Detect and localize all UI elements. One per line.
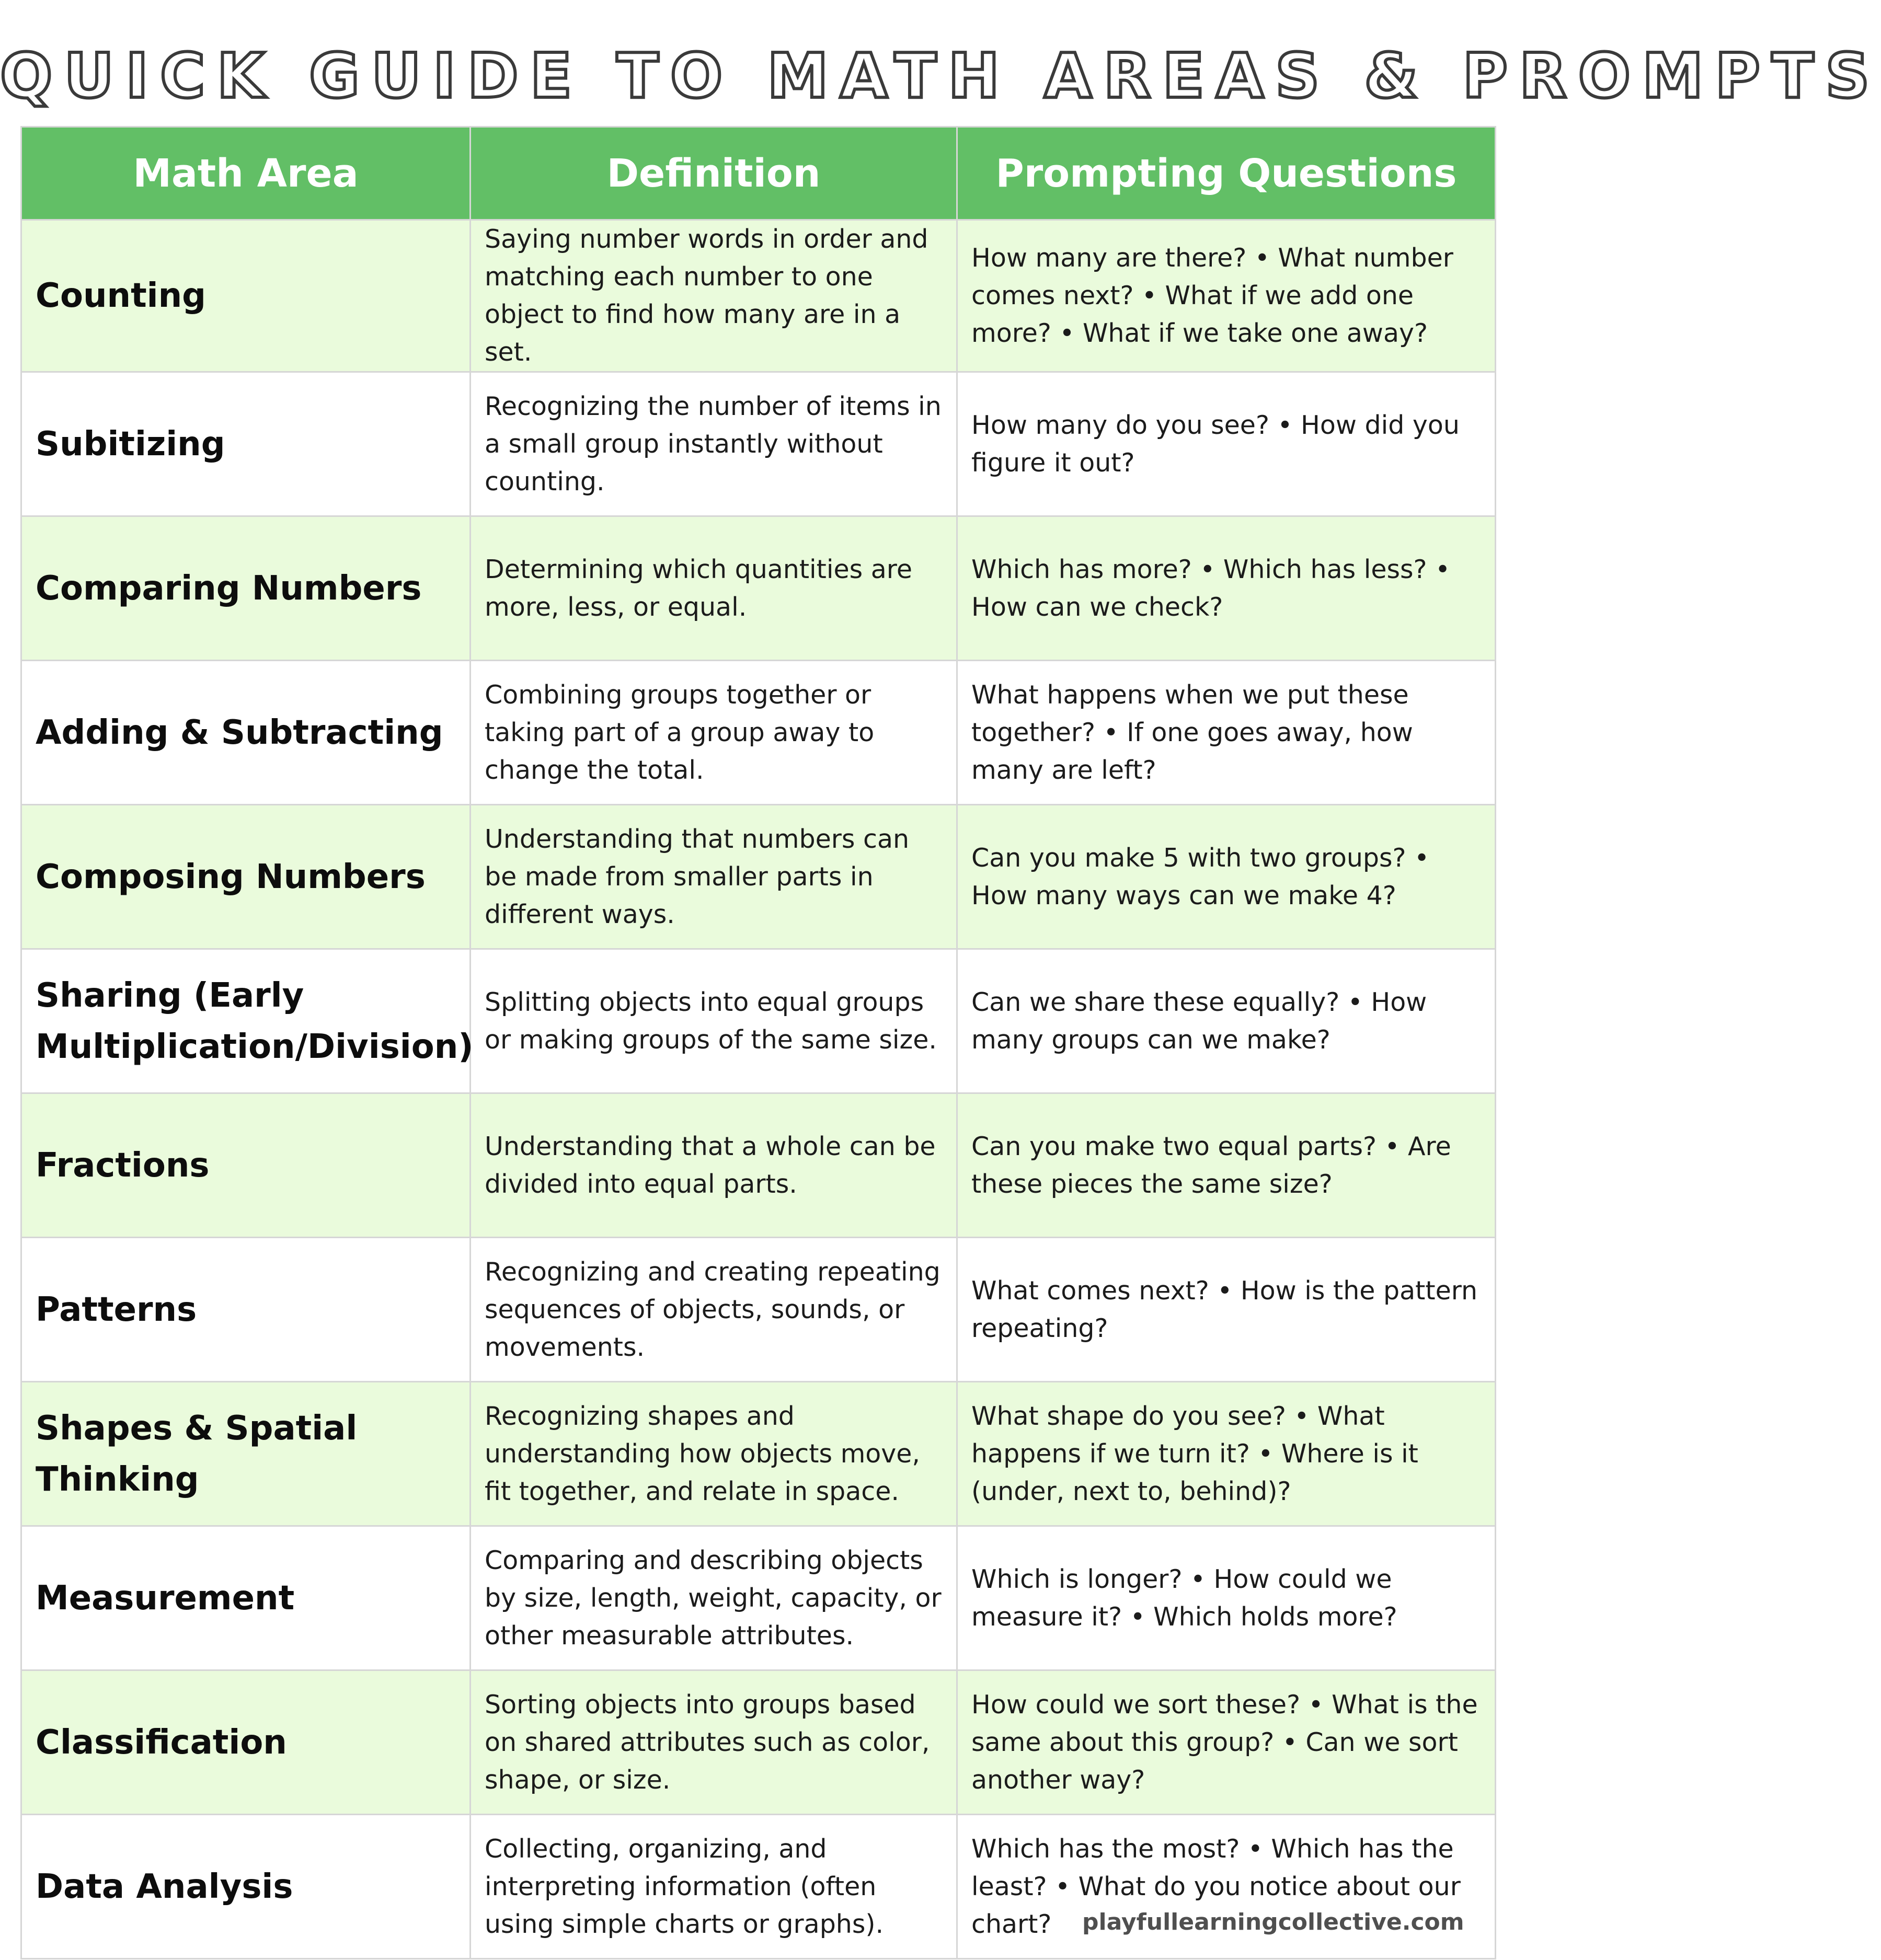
math-area-cell: Adding & Subtracting [21, 661, 471, 805]
definition-cell: Comparing and describing objects by size, length, weight, capacity, or other measurable attributes. [471, 1526, 957, 1670]
prompts-cell: Can we share these equally? • How many groups can we make? [957, 949, 1496, 1093]
table-row [21, 1093, 1496, 1238]
table-row [21, 1382, 1496, 1526]
math-area-cell: Measurement [21, 1526, 471, 1670]
prompts-cell: Can you make two equal parts? • Are these pieces the same size? [957, 1093, 1496, 1238]
table-header [21, 127, 1496, 220]
table-row [21, 805, 1496, 949]
table-row [21, 1526, 1496, 1670]
prompts-cell: How many do you see? • How did you figure it out? [957, 372, 1496, 516]
definition-cell: Saying number words in order and matching each number to one object to find how many are in a set. [471, 220, 957, 372]
table-row [21, 661, 1496, 805]
prompts-cell: What shape do you see? • What happens if we turn it? • Where is it (under, next to, behind)? [957, 1382, 1496, 1526]
table-row [21, 949, 1496, 1093]
prompts-cell: Which is longer? • How could we measure it? • Which holds more? [957, 1526, 1496, 1670]
definition-cell: Recognizing the number of items in a small group instantly without counting. [471, 372, 957, 516]
prompts-cell: What happens when we put these together? • If one goes away, how many are left? [957, 661, 1496, 805]
math-area-cell: Sharing (Early Multiplication/Division) [21, 949, 471, 1093]
definition-cell: Recognizing shapes and understanding how objects move, fit together, and relate in space. [471, 1382, 957, 1526]
table-row [21, 1815, 1496, 1959]
header-prompting-questions: Prompting Questions [957, 127, 1496, 220]
website-footer: playfullearningcollective.com [1082, 1909, 1464, 1935]
prompts-cell: How could we sort these? • What is the same about this group? • Can we sort another way? [957, 1670, 1496, 1815]
table-row [21, 1238, 1496, 1382]
math-area-cell: Composing Numbers [21, 805, 471, 949]
definition-cell: Determining which quantities are more, less, or equal. [471, 516, 957, 661]
prompts-cell: What comes next? • How is the pattern repeating? [957, 1238, 1496, 1382]
table-body [21, 220, 1496, 1959]
math-area-cell: Subitizing [21, 372, 471, 516]
prompts-cell: Which has the most? • Which has the least? • What do you notice about our chart? [957, 1815, 1496, 1959]
definition-cell: Understanding that a whole can be divided into equal parts. [471, 1093, 957, 1238]
definition-cell: Collecting, organizing, and interpreting information (often using simple charts or graphs). [471, 1815, 957, 1959]
math-area-cell: Counting [21, 220, 471, 372]
table-row [21, 220, 1496, 372]
definition-cell: Splitting objects into equal groups or making groups of the same size. [471, 949, 957, 1093]
prompts-cell: How many are there? • What number comes next? • What if we add one more? • What if we take one away? [957, 220, 1496, 372]
definition-cell: Combining groups together or taking part of a group away to change the total. [471, 661, 957, 805]
table-row [21, 1670, 1496, 1815]
math-area-cell: Classification [21, 1670, 471, 1815]
header-row [21, 127, 1496, 220]
header-math-area: Math Area [21, 127, 471, 220]
math-area-cell: Fractions [21, 1093, 471, 1238]
prompts-cell: Can you make 5 with two groups? • How many ways can we make 4? [957, 805, 1496, 949]
definition-cell: Recognizing and creating repeating sequences of objects, sounds, or movements. [471, 1238, 957, 1382]
definition-cell: Sorting objects into groups based on shared attributes such as color, shape, or size. [471, 1670, 957, 1815]
math-area-cell: Data Analysis [21, 1815, 471, 1959]
math-area-cell: Comparing Numbers [21, 516, 471, 661]
page-title: QUICK GUIDE TO MATH AREAS & PROMPTS [0, 40, 1881, 112]
math-guide-table [20, 126, 1496, 1959]
prompts-cell: Which has more? • Which has less? • How can we check? [957, 516, 1496, 661]
math-area-cell: Shapes & Spatial Thinking [21, 1382, 471, 1526]
definition-cell: Understanding that numbers can be made from smaller parts in different ways. [471, 805, 957, 949]
table-row [21, 516, 1496, 661]
math-area-cell: Patterns [21, 1238, 471, 1382]
header-definition: Definition [471, 127, 957, 220]
table-row [21, 372, 1496, 516]
